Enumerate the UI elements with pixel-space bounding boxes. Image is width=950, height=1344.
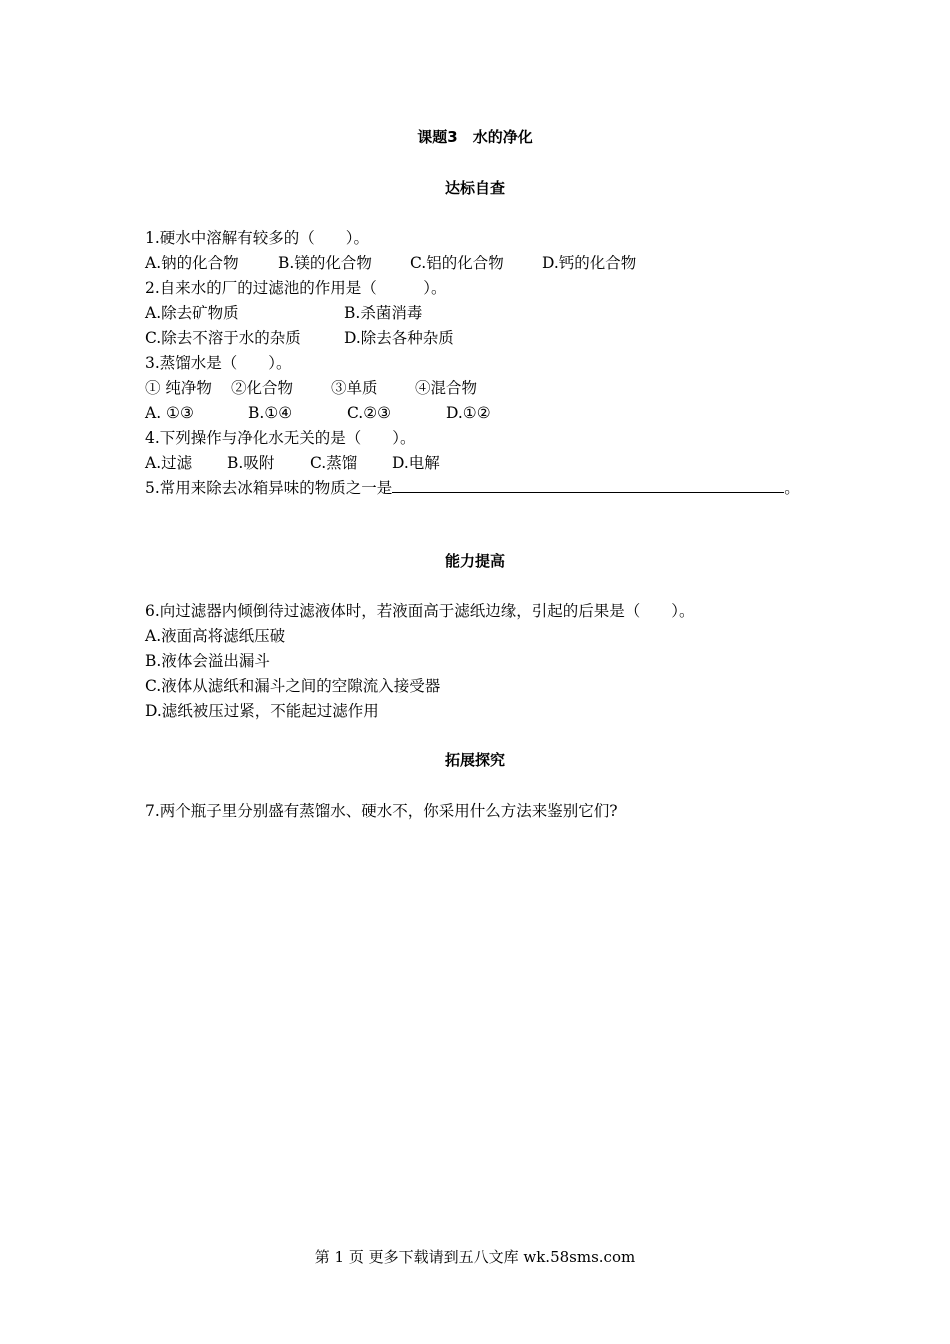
option-b: B.液体会溢出漏斗 <box>145 652 270 670</box>
page-title: 课题3 水的净化 <box>417 128 533 146</box>
option-d: D.除去各种杂质 <box>344 329 454 347</box>
option-a: A.除去矿物质 <box>145 304 239 322</box>
option-a: A. ①③ <box>145 404 194 422</box>
question-1-options <box>145 251 800 276</box>
item-2: ②化合物 <box>231 379 294 397</box>
question-3-stem: 3.蒸馏水是（ ）。 <box>145 354 292 372</box>
item-1: ① 纯净物 <box>145 379 212 397</box>
question-5-end: 。 <box>784 479 800 497</box>
section-heading-improve: 能力提高 <box>444 552 505 570</box>
option-c: C.铝的化合物 <box>410 254 504 272</box>
question-7-stem: 7.两个瓶子里分别盛有蒸馏水、硬水不，你采用什么方法来鉴别它们? <box>145 802 618 820</box>
option-a: A.钠的化合物 <box>145 254 239 272</box>
question-group-improve <box>145 599 695 724</box>
question-6-stem: 6.向过滤器内倾倒待过滤液体时，若液面高于滤纸边缘，引起的后果是（ ）。 <box>145 602 695 620</box>
option-a: A.液面高将滤纸压破 <box>145 627 286 645</box>
page-footer: 第 1 页 更多下载请到五八文库 wk.58sms.com <box>314 1248 636 1266</box>
option-c: C.液体从滤纸和漏斗之间的空隙流入接受器 <box>145 677 441 695</box>
option-b: B.吸附 <box>227 454 275 472</box>
question-4-stem: 4.下列操作与净化水无关的是（ ）。 <box>145 429 416 447</box>
option-b: B.①④ <box>248 404 293 422</box>
option-d: D.电解 <box>392 454 440 472</box>
question-5-stem: 5.常用来除去冰箱异味的物质之一是 <box>145 479 393 497</box>
option-a: A.过滤 <box>145 454 193 472</box>
question-group-basic <box>145 226 800 501</box>
option-c: C.蒸馏 <box>310 454 358 472</box>
option-b: B.杀菌消毒 <box>344 304 423 322</box>
section-heading-basic: 达标自查 <box>444 179 505 197</box>
question-2-options-row-2 <box>145 326 800 351</box>
option-b: B.镁的化合物 <box>278 254 372 272</box>
item-3: ③单质 <box>331 379 378 397</box>
question-2-options-row-1 <box>145 301 800 326</box>
question-3-options <box>145 401 800 426</box>
section-heading-extend: 拓展探究 <box>444 751 505 769</box>
question-1-stem: 1.硬水中溶解有较多的（ ）。 <box>145 229 370 247</box>
question-group-extend <box>145 799 618 824</box>
answer-blank <box>392 477 784 493</box>
question-3-items <box>145 376 800 401</box>
option-d: D.钙的化合物 <box>542 254 637 272</box>
option-c: C.②③ <box>347 404 392 422</box>
question-4-options <box>145 451 800 476</box>
question-2-stem: 2.自来水的厂的过滤池的作用是（ ）。 <box>145 279 447 297</box>
option-c: C.除去不溶于水的杂质 <box>145 329 301 347</box>
question-5 <box>145 476 800 501</box>
option-d: D.①② <box>446 404 491 422</box>
item-4: ④混合物 <box>415 379 478 397</box>
option-d: D.滤纸被压过紧，不能起过滤作用 <box>145 702 379 720</box>
